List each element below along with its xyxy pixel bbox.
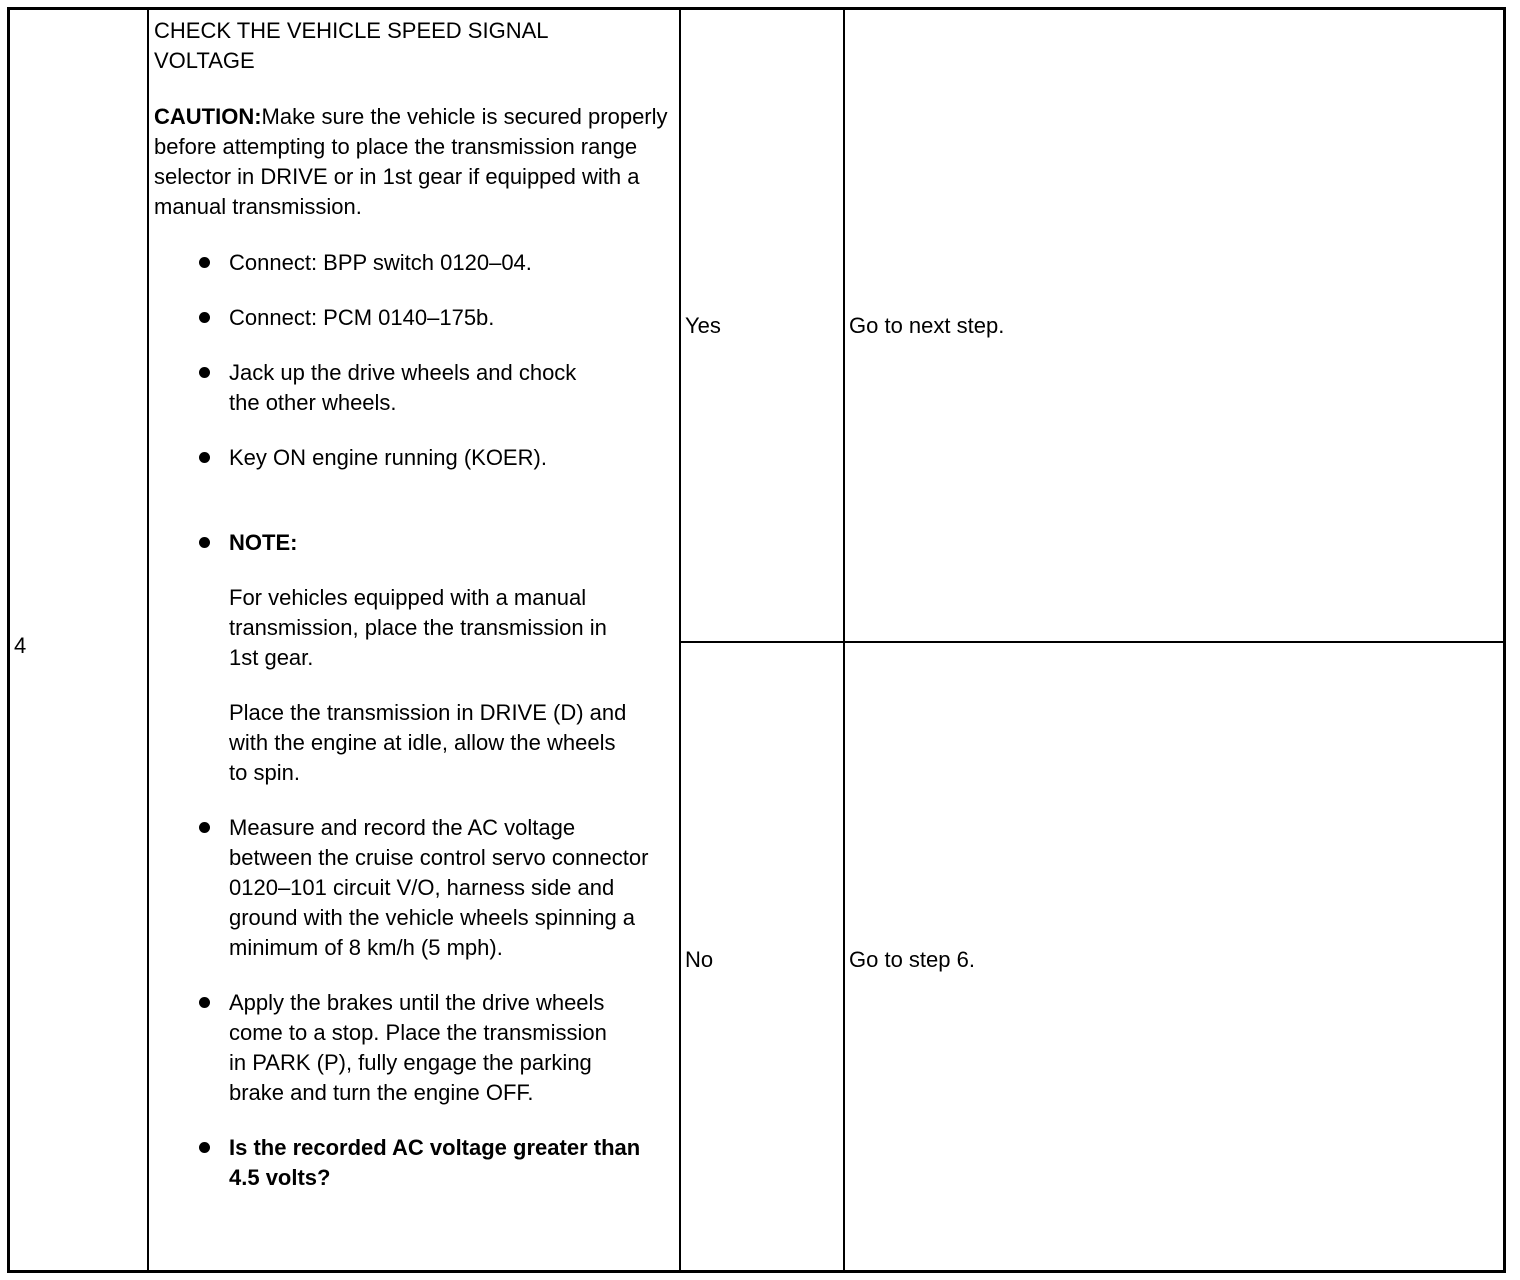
question-item: Is the recorded AC voltage greater than 4.5 volts? (154, 1133, 649, 1193)
list-item: Key ON engine running (KOER). (154, 443, 579, 473)
list-item: Connect: PCM 0140–175b. (154, 303, 579, 333)
step-title (154, 16, 674, 76)
note-instruction: Place the transmission in DRIVE (D) and with the engine at idle, allow the wheels to spin. (229, 700, 627, 785)
step-title-line2: VOLTAGE (154, 48, 255, 73)
list-item: Apply the brakes until the drive wheels come to a stop. Place the transmission in PARK (P), fully engage the parking brake and turn the engine OFF. (154, 988, 619, 1108)
caution-label: CAUTION: (154, 104, 262, 129)
answer-no: No (685, 947, 714, 972)
note-text: For vehicles equipped with a manual transmission, place the transmission in 1st gear. (229, 585, 607, 670)
list-item: Jack up the drive wheels and chock the other wheels. (154, 358, 579, 418)
step-list (154, 248, 674, 1193)
result-no-action: Go to step 6. (849, 947, 975, 972)
column-divider (843, 10, 845, 1270)
list-item: Measure and record the AC voltage between the cruise control servo connector 0120–101 circuit V/O, harness side and ground with the vehicle wheels spinning a minimum of 8 km/h (5 mph). (154, 813, 654, 963)
note-label: NOTE: (229, 530, 298, 555)
caution-block (154, 102, 674, 222)
caution-text: Make sure the vehicle is secured properly before attempting to place the transmission range selector in DRIVE or in 1st gear if equipped with a manual transmission. (154, 104, 668, 219)
step-action-cell (154, 16, 674, 1193)
step-title-line1: CHECK THE VEHICLE SPEED SIGNAL (154, 18, 549, 43)
column-divider (147, 10, 149, 1270)
row-divider (681, 641, 1503, 643)
diagnostic-table (7, 7, 1506, 1273)
list-item: Connect: BPP switch 0120–04. (154, 248, 579, 278)
result-yes-action: Go to next step. (849, 313, 1005, 338)
step-number: 4 (14, 633, 27, 658)
column-divider (679, 10, 681, 1270)
answer-yes: Yes (685, 313, 721, 338)
list-item-note (154, 528, 659, 788)
